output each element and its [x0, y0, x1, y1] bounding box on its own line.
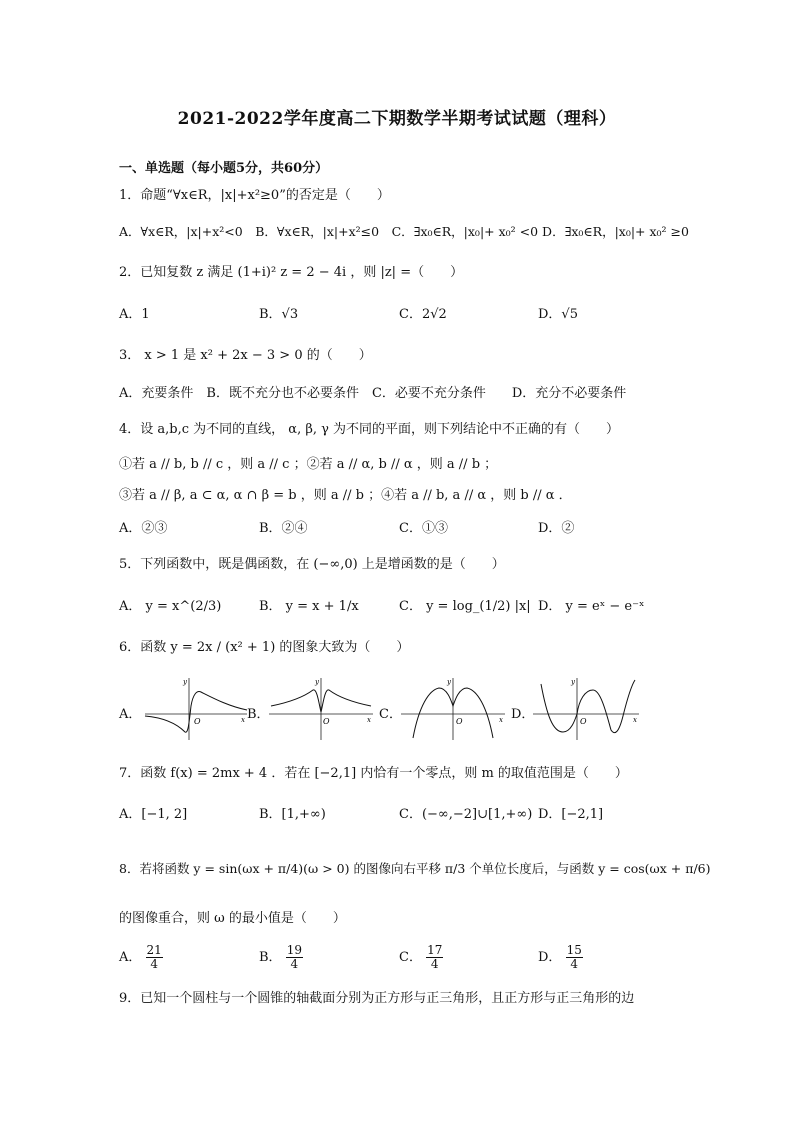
q2-option-b: B．√3 — [259, 307, 299, 322]
q2-option-d: D．√5 — [538, 307, 578, 322]
q5-option-b: B． y = x + 1/x — [259, 599, 359, 614]
q6-graph-a — [143, 676, 249, 742]
q5-option-d: D． y = eˣ − e⁻ˣ — [538, 599, 645, 614]
q6-graph-d — [531, 676, 643, 742]
q4-option-d: D．② — [538, 521, 575, 536]
axis-x-label: x — [241, 716, 245, 724]
q6-stem: 6．函数 y = 2x / (x² + 1) 的图象大致为（ ） — [119, 640, 410, 655]
axis-x-label: x — [367, 716, 371, 724]
q8-option-d-fraction — [566, 944, 583, 971]
q4-stem: 4．设 a,b,c 为不同的直线， α, β, γ 为不同的平面，则下列结论中不正确的有（ ） — [119, 422, 620, 437]
q8-option-c-fraction — [426, 944, 443, 971]
q8-option-c — [399, 944, 443, 971]
q9-stem: 9．已知一个圆柱与一个圆锥的轴截面分别为正方形与正三角形，且正方形与正三角形的边 — [119, 991, 635, 1006]
axis-y-label: y — [447, 678, 451, 686]
q7-option-d: D．[−2,1] — [538, 807, 604, 822]
q8-option-b — [259, 944, 303, 971]
q6-graph-options — [119, 676, 679, 746]
axis-x-label: x — [633, 716, 637, 724]
axis-x-label: x — [499, 716, 503, 724]
axis-y-label: y — [571, 678, 575, 686]
q8-option-a-letter: A． — [119, 950, 142, 965]
q4-option-c: C．①③ — [399, 521, 448, 536]
q3-options: A．充要条件 B．既不充分也不必要条件 C．必要不充分条件 D．充分不必要条件 — [119, 386, 627, 401]
page-title: 2021-2022学年度高二下期数学半期考试试题（理科） — [177, 109, 617, 129]
q8-option-c-letter: C． — [399, 950, 422, 965]
q8-stem: 8．若将函数 y = sin(ωx + π/4)(ω > 0) 的图像向右平移 π/3 个单位长度后，与函数 y = cos(ωx + π/6) — [119, 861, 711, 876]
q8-option-a — [119, 944, 163, 971]
q7-stem: 7．函数 f(x) = 2mx + 4 ．若在 [−2,1] 内恰有一个零点，则 m 的取值范围是（ ） — [119, 766, 628, 781]
numerator: 21 — [146, 943, 162, 957]
q6-option-c-label: C． — [379, 707, 402, 722]
q2-option-a: A．1 — [119, 307, 150, 322]
q6-graph-b — [267, 676, 377, 742]
q5-option-a: A． y = x^(2/3) — [119, 599, 222, 614]
q6-graph-c — [399, 676, 509, 742]
q8-option-b-letter: B． — [259, 950, 282, 965]
q3-stem: 3． x > 1 是 x² + 2x − 3 > 0 的（ ） — [119, 348, 372, 363]
q1-options: A．∀x∈R，|x|+x²<0 B．∀x∈R，|x|+x²≤0 C．∃x₀∈R，|x₀|+ x₀² <0 D．∃x₀∈R，|x₀|+ x₀² ≥0 — [119, 224, 689, 239]
axis-origin: O — [580, 717, 587, 726]
q5-stem: 5．下列函数中，既是偶函数，在 (−∞,0) 上是增函数的是（ ） — [119, 557, 505, 572]
numerator: 19 — [286, 943, 302, 957]
q8-stem-continued: 的图像重合，则 ω 的最小值是（ ） — [119, 911, 346, 926]
q4-statement-1-2: ①若 a // b, b // c ，则 a // c ；②若 a // α, b // α ，则 a // b ； — [119, 457, 498, 472]
q4-option-a: A．②③ — [119, 521, 168, 536]
axis-y-label: y — [315, 678, 319, 686]
q8-option-b-fraction — [286, 944, 303, 971]
q6-option-b-label: B． — [247, 707, 270, 722]
axis-y-label: y — [183, 678, 187, 686]
q7-option-c: C．(−∞,−2]∪[1,+∞) — [399, 807, 533, 822]
denominator: 4 — [290, 957, 299, 971]
denominator: 4 — [430, 957, 439, 971]
q4-statement-3-4: ③若 a // β, a ⊂ α, α ∩ β = b ，则 a // b ；④若 a // b, a // α ，则 b // α ． — [119, 488, 572, 503]
denominator: 4 — [570, 957, 579, 971]
q5-option-c: C． y = log_(1/2) |x| — [399, 599, 531, 614]
axis-origin: O — [194, 717, 201, 726]
axis-origin: O — [456, 717, 463, 726]
numerator: 17 — [427, 943, 443, 957]
q7-option-a: A．[−1, 2] — [119, 807, 188, 822]
q6-option-a-label: A． — [119, 707, 142, 722]
q2-stem: 2．已知复数 z 满足 (1+i)² z = 2 − 4i ，则 |z| =（ ） — [119, 265, 464, 280]
q7-option-b: B．[1,+∞) — [259, 807, 326, 822]
q6-option-d-label: D． — [511, 707, 535, 722]
q4-option-b: B．②④ — [259, 521, 308, 536]
q1-stem: 1．命题“∀x∈R，|x|+x²≥0”的否定是（ ） — [119, 188, 390, 203]
q8-option-a-fraction — [146, 944, 163, 971]
numerator: 15 — [566, 943, 582, 957]
q8-option-d-letter: D． — [538, 950, 562, 965]
denominator: 4 — [150, 957, 158, 971]
q8-option-d — [538, 944, 583, 971]
section-heading: 一、单选题（每小题5分，共60分） — [119, 161, 329, 176]
axis-origin: O — [323, 717, 330, 726]
q2-option-c: C．2√2 — [399, 307, 447, 322]
